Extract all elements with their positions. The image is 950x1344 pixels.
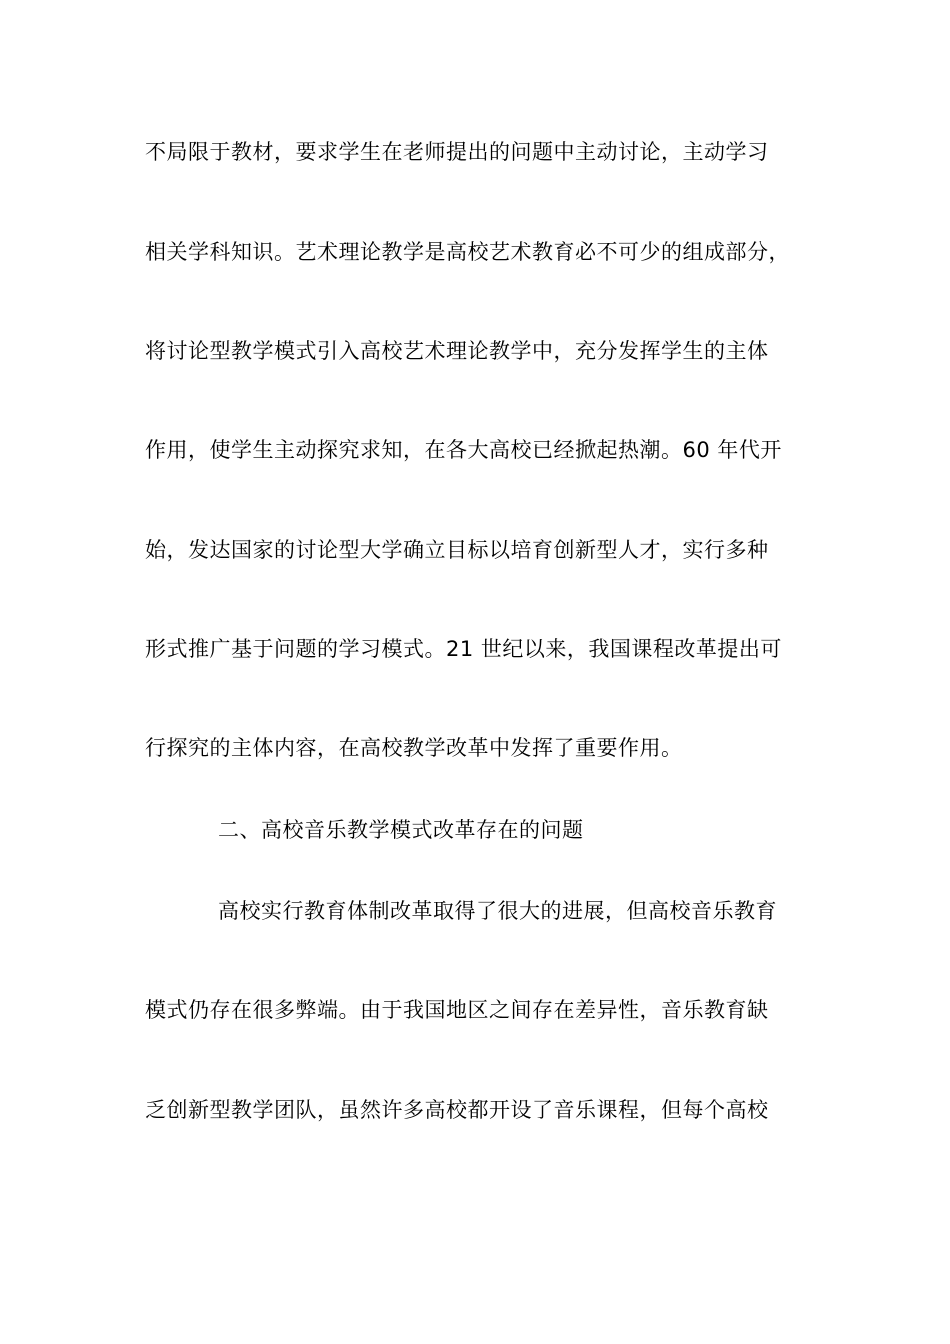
paragraph-line: 高校实行教育体制改革取得了很大的进展，但高校音乐教育 (218, 899, 777, 923)
paragraph-line: 模式仍存在很多弊端。由于我国地区之间存在差异性，音乐教育缺 (145, 998, 769, 1022)
paragraph-line: 乏创新型教学团队，虽然许多高校都开设了音乐课程，但每个高校 (145, 1098, 769, 1122)
paragraph-line: 始，发达国家的讨论型大学确立目标以培育创新型人才，实行多种 (145, 538, 769, 562)
paragraph-line: 相关学科知识。艺术理论教学是高校艺术教育必不可少的组成部分， (145, 240, 790, 264)
paragraph-line: 将讨论型教学模式引入高校艺术理论教学中，充分发挥学生的主体 (145, 339, 769, 363)
paragraph-line: 形式推广基于问题的学习模式。21 世纪以来，我国课程改革提出可 (145, 637, 782, 661)
paragraph-line: 行探究的主体内容，在高校教学改革中发挥了重要作用。 (145, 736, 683, 760)
section-heading: 二、高校音乐教学模式改革存在的问题 (218, 818, 584, 842)
paragraph-line: 不局限于教材，要求学生在老师提出的问题中主动讨论，主动学习 (145, 140, 769, 164)
paragraph-line: 作用，使学生主动探究求知，在各大高校已经掀起热潮。60 年代开 (145, 438, 782, 462)
